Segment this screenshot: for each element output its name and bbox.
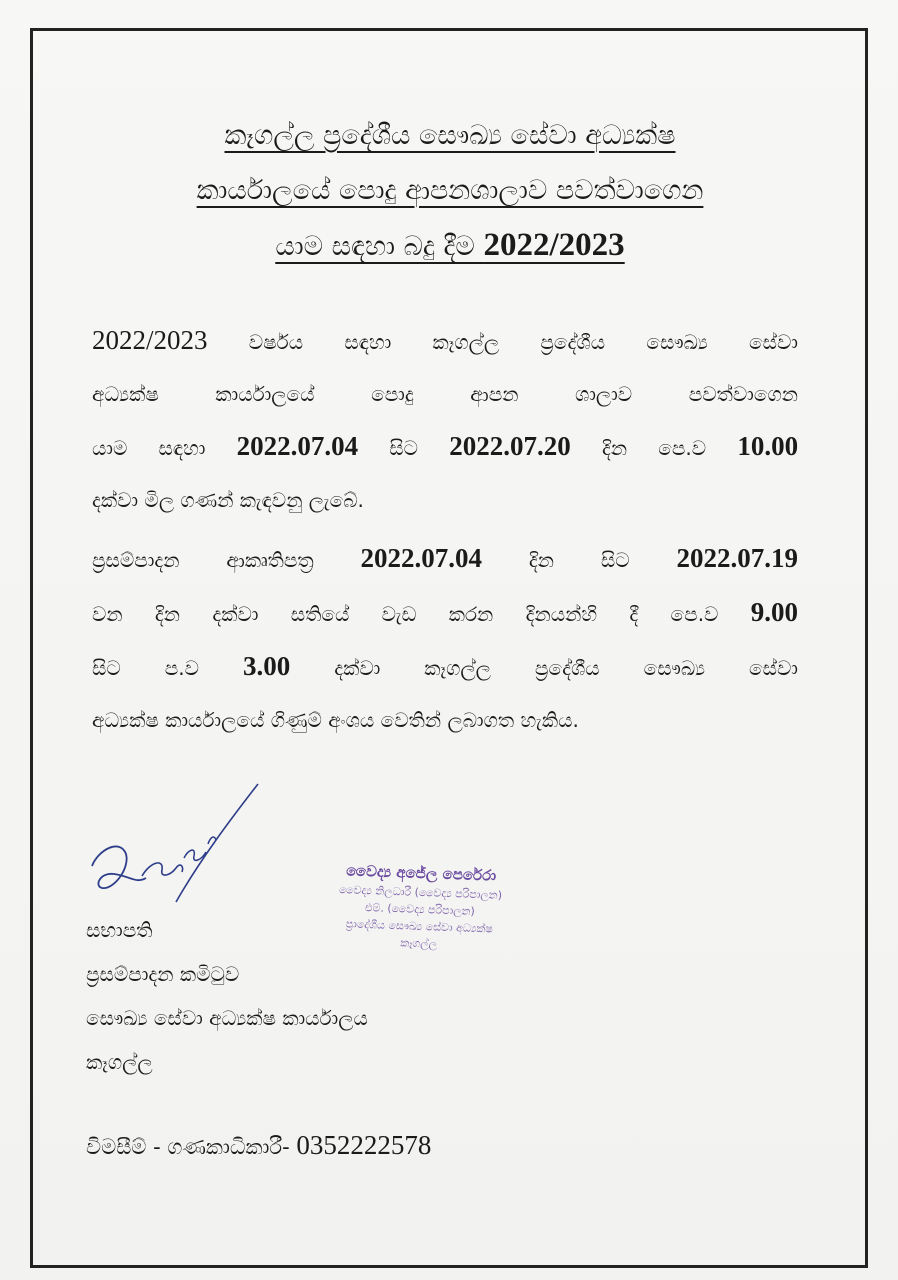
paragraph1-line2: අධ්‍යක්ෂ කාර්යාලයේ පොදු ආපන ශාලාව පවත්වාගෙන <box>92 382 798 406</box>
paragraph2-line3-a: සිට ප.ව <box>92 656 200 680</box>
paragraph2-line3-b: දක්වා කෑගල්ල ප්‍රදේශීය සෞඛ්‍ය සේවා <box>334 656 798 680</box>
signoff-city: කෑගල්ල <box>86 1050 153 1074</box>
paragraph2-line1-b: දින සිට <box>528 548 630 572</box>
stamp-name: වෛද්‍ය අජේල පෙරේරා <box>345 861 497 885</box>
paragraph2-time-end: 3.00 <box>243 651 291 681</box>
paragraph2-line4: අධ්‍යක්ෂ කාර්යාලයේ ගිණුම් අංශය වෙතින් ලබාගත හැකිය. <box>92 708 579 732</box>
paragraph1-line3-b: සිට <box>389 436 419 460</box>
stamp-line-1: වෛද්‍ය නිලධාරී (වෛද්‍ය පරිපාලන) <box>338 883 503 902</box>
paragraph-invitation <box>92 314 798 526</box>
paragraph1-year: 2022/2023 <box>92 325 208 355</box>
stamp-line-3: ප්‍රාදේශීය සෞඛ්‍ය සේවා අධ්‍යක්ෂ <box>345 917 494 936</box>
signoff-block <box>86 908 368 1084</box>
signoff-committee: ප්‍රසම්පාදන කමිටුව <box>86 962 240 986</box>
contact-label: විමසීම් - ගණකාධිකාරී- <box>86 1135 290 1159</box>
paragraph1-date-from: 2022.07.04 <box>236 431 359 461</box>
title-line-2: කාර්යාලයේ පොදු ආපනශාලාව පවත්වාගෙන <box>196 175 704 206</box>
paragraph1-line4: දක්වා මිල ගණන් කැඳවනු ලැබේ. <box>92 488 364 512</box>
paragraph1-line1-text: වර්ෂය සඳහා කෑගල්ල ප්‍රදේශීය සෞඛ්‍ය සේවා <box>248 330 799 354</box>
notice-title <box>60 108 840 274</box>
signoff-chairman: සභාපති <box>86 918 153 942</box>
handwritten-signature <box>80 780 280 920</box>
paragraph1-line3-c: දින පෙ.ව <box>601 436 707 460</box>
stamp-line-4: කෑගල්ල <box>400 936 438 951</box>
title-line-1: කෑගල්ල ප්‍රදේශීය සෞඛ්‍ය සේවා අධ්‍යක්ෂ <box>224 120 676 151</box>
paragraph-forms <box>92 532 798 746</box>
inquiry-contact <box>86 1130 431 1161</box>
paragraph2-line2-a: වන දින දක්වා සතියේ වැඩ කරන දිනයන්හි දී පෙ.ව <box>92 602 719 626</box>
paragraph2-date-to: 2022.07.19 <box>676 543 798 573</box>
signoff-office: සෞඛ්‍ය සේවා අධ්‍යක්ෂ කාර්යාලය <box>86 1006 368 1030</box>
paragraph2-date-from: 2022.07.04 <box>360 543 483 573</box>
stamp-line-2: එම්. (වෛද්‍ය පරිපාලන) <box>364 901 476 918</box>
paragraph2-line1-a: ප්‍රසම්පාදන ආකෘතිපත්‍ර <box>92 548 314 572</box>
paragraph2-time-start: 9.00 <box>750 597 799 627</box>
paragraph1-time: 10.00 <box>737 431 799 461</box>
contact-phone: 0352222578 <box>296 1130 432 1160</box>
title-line-3: යාම සඳහා බදු දීම <box>275 231 475 262</box>
paragraph1-date-to: 2022.07.20 <box>449 431 571 461</box>
paragraph1-line3-a: යාම සඳහා <box>92 436 206 460</box>
title-year: 2022/2023 <box>483 227 625 263</box>
